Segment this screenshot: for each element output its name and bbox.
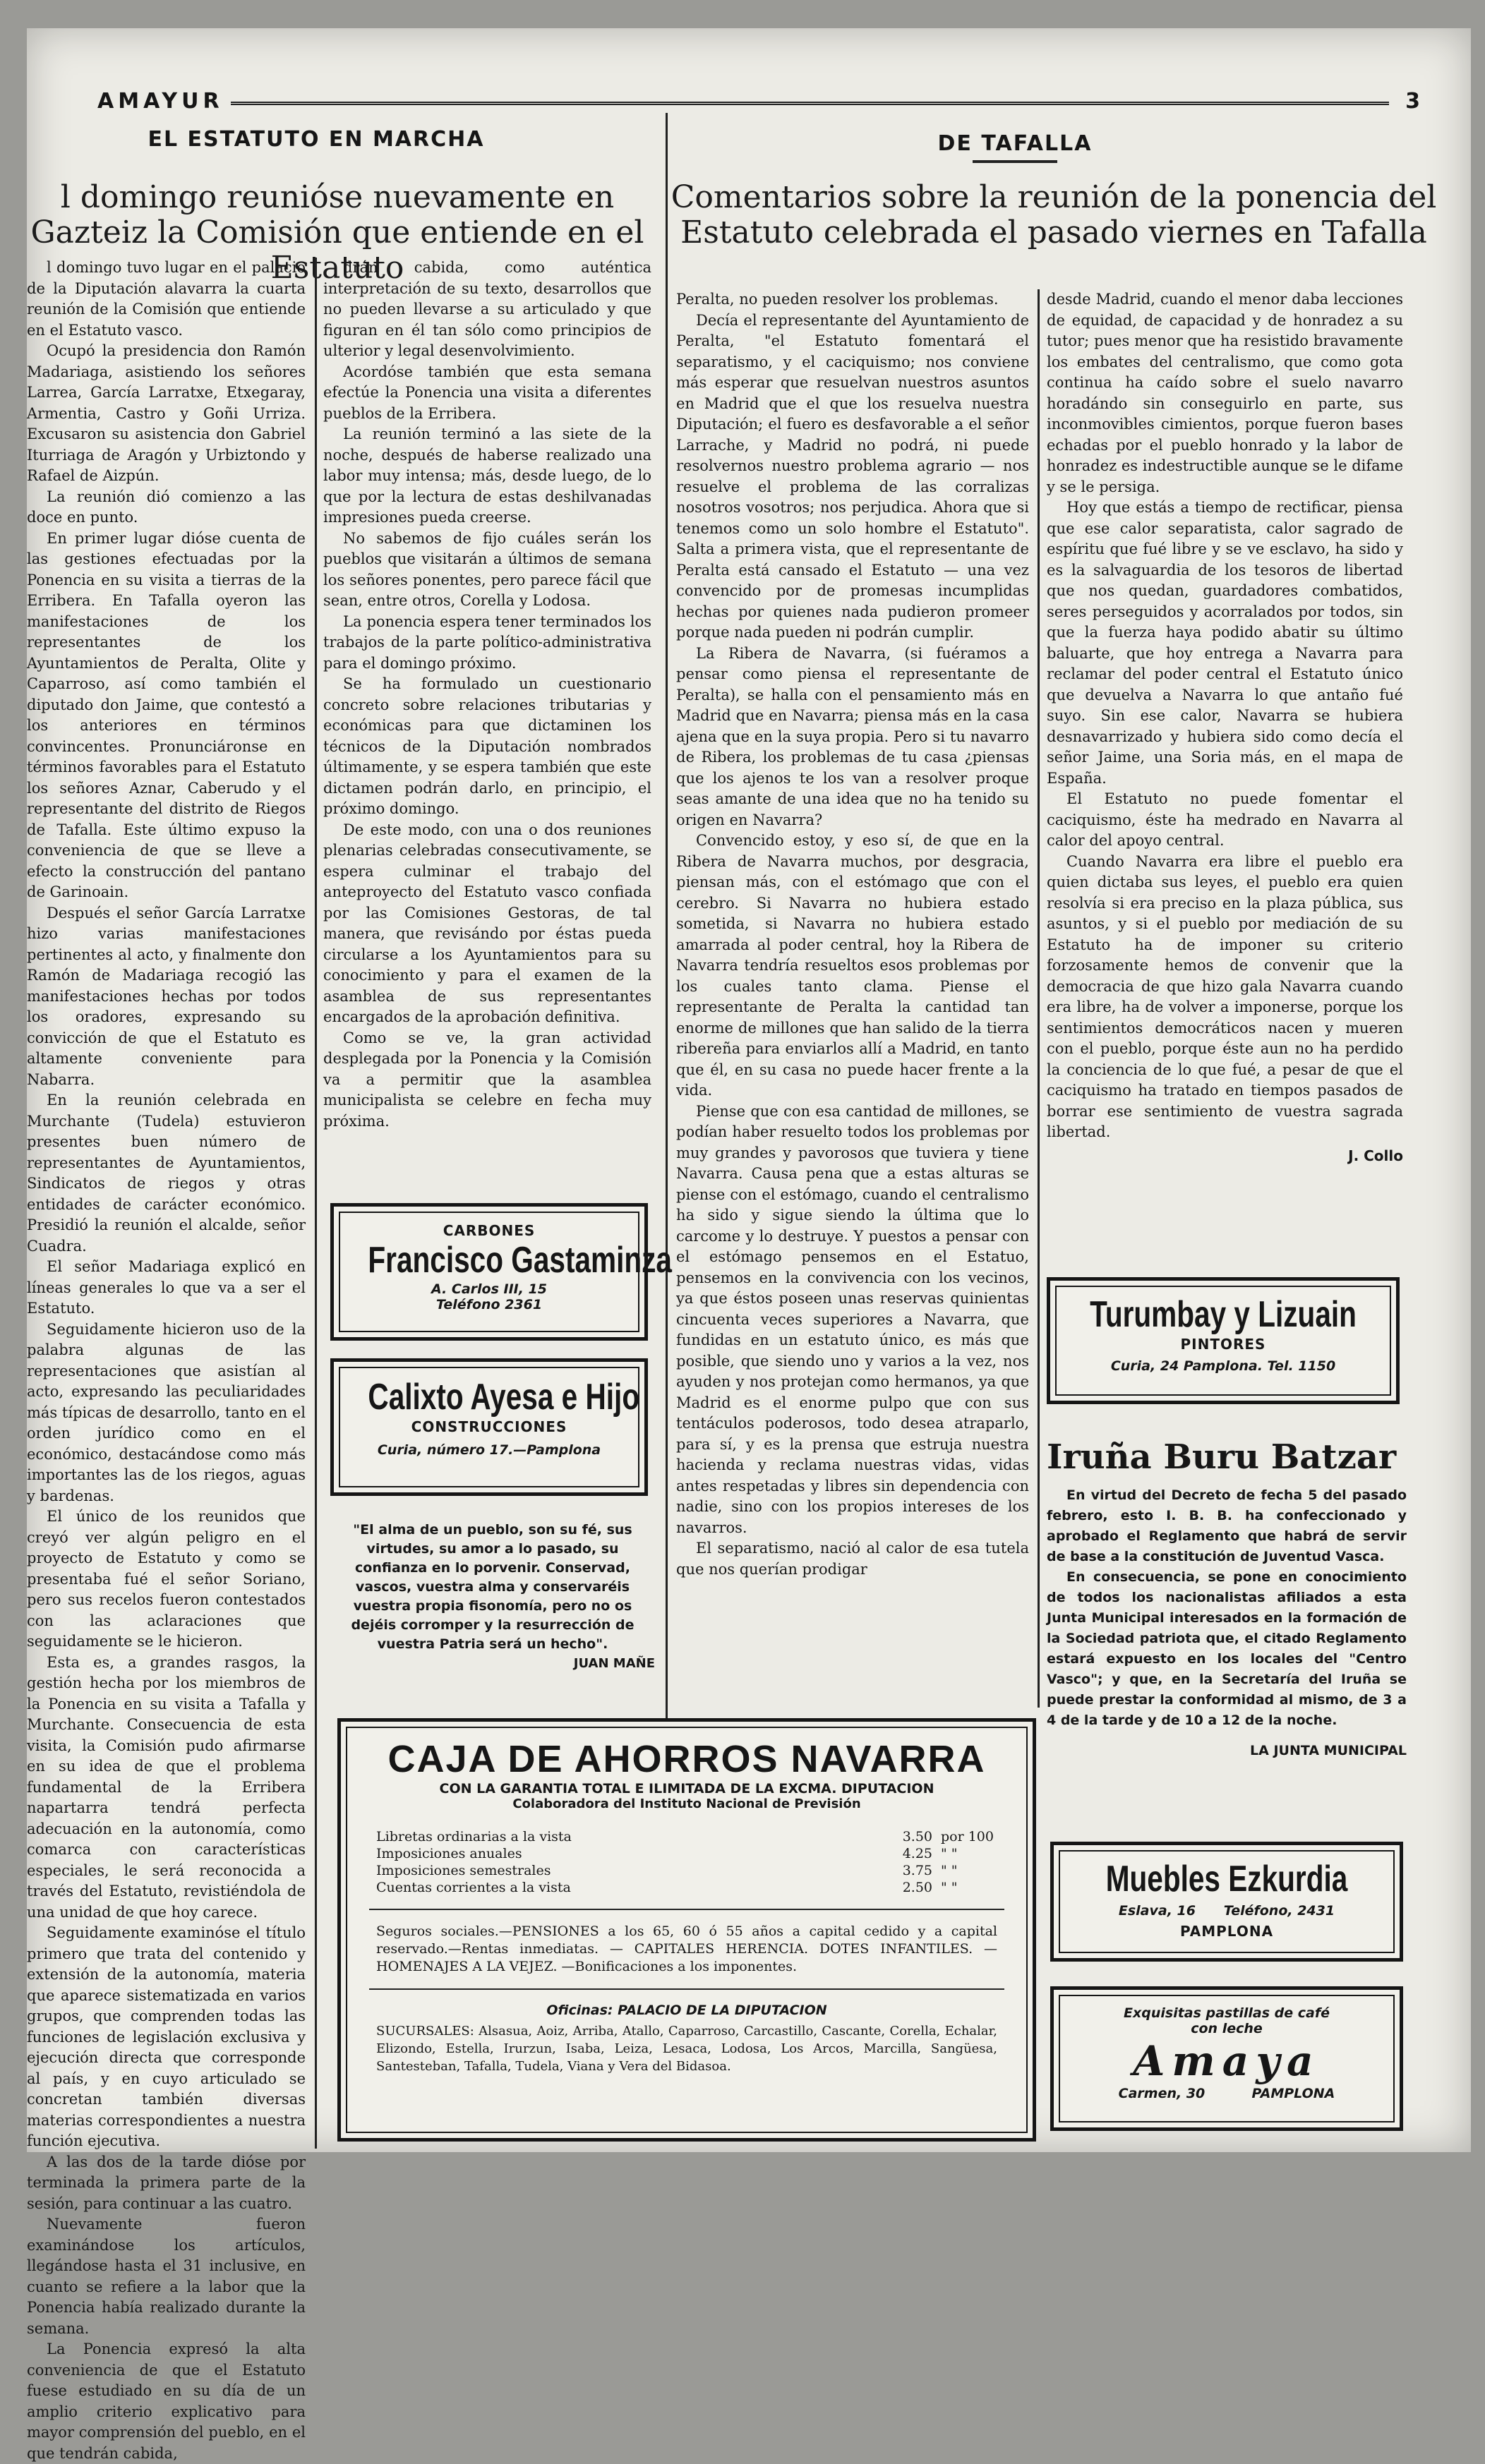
rate-unit: por 100 [941,1829,994,1844]
ad-address: Curia, 24 Pamplona. Tel. 1150 [1110,1358,1336,1374]
caja-title: CAJA DE AHORROS NAVARRA [387,1738,986,1780]
caja-seguros: Seguros sociales.—PENSIONES a los 65, 60 ó 55 años a capital cedido y a capital reservado.—Rentas inmediatas. — CAPITALES HERENCIA. DOTES INFANTILES. — HOMENAJES A LA VEJEZ. —Bonificaciones a los imponentes. [376,1924,997,1974]
caja-sucursales: SUCURSALES: Alsasua, Aoiz, Arriba, Atallo, Caparroso, Carcastillo, Cascante, Corella, Echalar, Elizondo, Estella, Irurzun, Isaba, Leiza, Lesaca, Lodosa, Los Arcos, Marcilla, Sangüesa, Santesteban, Tafalla, Tudela, Viana y Vera del Bidasoa. [376,2024,997,2074]
paragraph: Seguidamente examinóse el título primero que trata del contenido y extensión de la autonomía, materia que aparece sistematizada en varios grupos, que comprenden todas las funciones de legislación exclusiva y ejecución directa que corresponde al país, y en cuyo articulado se concretan también diversas materias correspondientes a nuestra función ejecutiva. [27,1924,306,2149]
ad-muebles [1050,1842,1403,1962]
rate-row [376,1845,997,1862]
paragraph: La ponencia espera tener terminados los trabajos de la parte político-administrativa para el domingo próximo. [323,612,651,672]
paragraph: Hoy que estás a tiempo de rectificar, piensa que ese calor separatista, calor sagrado de espíritu que fué libre y se ve esclavo, ha sido y es la salvaguardia de los tesoros de libertad que nos quedan, guardadores combatidos, seres perseguidos y acorralados por todos, sin que la fuerza haya podido abatir su último baluarte, que hoy entrega a Navarra para reclamar del poder central el Estatuto único que devuelva a Navarra lo que antaño fué suyo. Sin ese calor, Navarra se hubiera desnavarrizado y hubiera sido como decía el señor Jaime, una Soria más, en el mapa de España. [1047,499,1403,787]
right-headline: Comentarios sobre la reunión de la ponencia del Estatuto celebrada el pasado viernes en Tafalla [671,179,1437,250]
ad-kicker: CONSTRUCCIONES [411,1418,567,1435]
paragraph: El señor Madariaga explicó en líneas generales lo que va a ser el Estatuto. [27,1258,306,1317]
paragraph: El Estatuto no puede fomentar el caciquismo, éste ha medrado en Navarra al calor del apoyo central. [1047,790,1403,849]
caja-oficinas: Oficinas: PALACIO DE LA DIPUTACION [546,2003,827,2018]
quote-box [330,1521,655,1673]
paragraph: Peralta, no pueden resolver los problemas. [676,291,999,308]
left-article-col2 [323,258,651,1182]
left-headline: l domingo reunióse nuevamente en Gazteiz la Comisión que entiende en el Estatuto [30,179,644,286]
publication-name: AMAYUR [97,89,231,114]
ad-name: Muebles Ezkurdia [1105,1859,1348,1900]
section-underline [973,160,1057,163]
caja-divider [369,1909,1004,1910]
caja-content [362,1737,1011,2075]
paragraph: Piense que con esa cantidad de millones, se podían haber resuelto todos los problemas por muy grandes y pavorosos que tuviera y tiene Navarra. Causa pena que a estas alturas se piense con el estómago, cuando el centralismo ha sido y sigue siendo la última que lo carcome y lo destruye. Y puestos a pensar con el estómago pensemos en el Estatuo, pensemos en la convivencia con los vecinos, ya que éstos poseen unas reservas quinientas cincuenta veces superiores a Navarra, que fundidas en un estatuto único, es más que posible, que siendo uno y varios a la vez, nos ayuden y nos protejan como hermanos, ya que Madrid es el enorme pulpo que con sus tentáculos poderosos, todo desea atraparlo, para sí, y es la prensa que estruja nuestra hacienda y reclama nuestras vidas, vidas antes respetadas y libres sin dependencia con nadie, sino con los propios intereses de los navarros. [676,1102,1029,1536]
notice-title: Iruña Buru Batzar [1047,1437,1397,1477]
paragraph: No sabemos de fijo cuáles serán los pueblos que visitarán a últimos de semana los señores ponentes, pero parece fácil que sean, entre otros, Corella y Lodosa. [323,529,651,609]
paragraph: El separatismo, nació al calor de esa tutela que nos querían prodigar [676,1540,1029,1578]
column-divider [315,258,317,2149]
caja-divider [369,1988,1004,1990]
paragraph: Acordóse también que esta semana efectúe la Ponencia una visita a diferentes pueblos de la Erribera. [323,363,651,422]
paragraph: Después el señor García Larratxe hizo varias manifestaciones pertinentes al acto, y finalmente don Ramón de Madariaga recogió las manifestaciones hechas por todos los oradores, expresando su convicción de que el Estatuto es altamente conveniente para Nabarra. [27,904,306,1088]
ad-carbones [330,1203,672,1341]
paragraph: En la reunión celebrada en Murchante (Tudela) estuvieron presentes buen número de representantes de Ayuntamientos, Sindicatos de riegos y otras entidades de carácter económico. Presidió la reunión el alcalde, señor Cuadra. [27,1092,306,1255]
rate-row [376,1828,997,1845]
ad-phone: Teléfono 2361 [435,1297,543,1312]
paragraph: Ocupó la presidencia don Ramón Madariaga, asistiendo los señores Larrea, García Larratxe, Etxegaray, Armentia, Castro y Goñi Urriza. Excusaron su asistencia don Gabriel Iturriaga de Aragón y Urbiztondo y Rafael de Aizpún. [27,342,306,484]
head-rule [210,102,1389,105]
ad-address: Carmen, 30 [1118,2086,1206,2101]
notice-paragraph: En consecuencia, se pone en conocimiento de todos los nacionalistas afiliados a esta Junta Municipal interesados en la formación de la Sociedad patriota que, el citado Reglamento estará expuesto en los locales del "Centro Vasco"; y que, en la Secretaría del Iruña se puede prestar la conformidad al mismo, de 3 a 4 de la tarde y de 10 a 12 de la noche. [1047,1569,1407,1728]
paragraph: Cuando Navarra era libre el pueblo era quien dictaba sus leyes, el pueblo era quien resolvía si era preciso en la plaza pública, sus asuntos, y si el pueblo por mediación de su Estatuto ha de imponer su criterio forzosamente hemos de convenir que la democracia de que hizo gala Navarra cuando era libre, ha de volver a imponerse, porque los sentimientos democráticos nacen y mueren con el pueblo, porque éste aun no ha perdido la conciencia de lo que fué, a pesar de que el caciquismo ha tratado en tiempos pasados de borrar ese sentimiento de vuestra sagrada libertad. [1047,852,1403,1140]
paragraph: En primer lugar dióse cuenta de las gestiones efectuadas por la Ponencia en su visita a tierras de la Erribera. En Tafalla oyeron las manifestaciones de los representantes de los Ayuntamientos de Peralta, Olite y Caparroso, así como también el diputado don Jaime, que contestó a los anteriores en términos convincentes. Pronunciáronse en términos favorables para el Estatuto los señores Aznar, Caberudo y el representante del distrito de Riegos de Tafalla. Este último expuso la conveniencia de que se lleve a efecto la construcción del pantano de Garinoain. [27,529,306,900]
ad-turumbay [1047,1277,1400,1404]
rate-unit: " " [941,1880,958,1895]
paragraph: Como se ve, la gran actividad desplegada por la Ponencia y la Comisión va a permitir que la asamblea municipalista se celebre en fecha muy próxima. [323,1029,651,1130]
paragraph: La Ponencia expresó la alta conveniencia de que el Estatuto fuese estudiado en su día de un amplio criterio explicativo para mayor comprensión del pueblo, en el que tendrán cabida, [27,2341,306,2462]
ad-amaya [1050,1986,1403,2131]
caja-rates-table [376,1828,997,1896]
rate-unit: " " [941,1863,958,1878]
ad-kicker: PINTORES [1180,1336,1266,1353]
caja-subtitle: CON LA GARANTIA TOTAL E ILIMITADA DE LA EXCMA. DIPUTACION [439,1781,934,1796]
page-number: 3 [1398,89,1424,114]
column-divider-main [666,113,668,1799]
ad-inner-border [1059,1995,1395,2122]
ad-name: Amaya [1133,2037,1321,2085]
ad-kicker: CARBONES [443,1222,536,1239]
rate-row [376,1879,997,1896]
ad-name: Francisco Gastaminza [368,1240,672,1281]
left-article-col1 [27,258,306,2462]
rate-value: 3.75 [902,1863,932,1878]
rate-label: Cuentas corrientes a la vista [376,1880,571,1895]
ad-phone: Teléfono, 2431 [1223,1903,1335,1919]
paragraph: La reunión dió comienzo a las doce en punto. [27,488,306,526]
ad-address: A. Carlos III, 15 [431,1281,547,1297]
section-left-title: EL ESTATUTO EN MARCHA [148,127,485,152]
ad-address: Curia, número 17.—Pamplona [377,1442,601,1458]
rate-value: 4.25 [902,1846,932,1861]
paragraph: drán cabida, como auténtica interpretación de su texto, desarrollos que no pueden llevarse a su articulado y que figuran en él tan sólo como principios de ulterior y legal desenvolvimiento. [323,259,651,359]
newspaper-page [27,28,1471,2462]
right-article-col3 [676,289,1029,1708]
paragraph: Seguidamente hicieron uso de la palabra algunas de las representaciones que asistían al acto, expresando las peculiaridades más típicas de desarrollo, tanto en el orden jurídico como en el económico, destacándose como más importantes las de los riegos, aguas y bardenas. [27,1320,306,1504]
ad-tagline: Exquisitas pastillas de café [1124,2005,1330,2021]
paragraph: La Ribera de Navarra, (si fuéramos a pensar como piensa el representante de Peralta), se halla con el pensamiento más en Madrid que en Navarra; piensa más en la casa ajena que en la suya propia. Pero si tu navarro de Ribera, los problemas de tu casa ¿piensas que los ajenos te los van a resolver proque seas amante de una idea que no ha tenido su origen en Navarra? [676,644,1029,828]
section-left [119,127,514,152]
rate-label: Imposiciones semestrales [376,1863,551,1878]
rate-label: Libretas ordinarias a la vista [376,1829,572,1844]
paragraph: Esta es, a grandes rasgos, la gestión hecha por los miembros de la Ponencia en su visita a Tafalla y Murchante. Consecuencia de esta visita, la Comisión pudo afirmarse en su idea de que el problema fundamental de la Erribera napartarra tendrá perfecta adecuación en la autonomía, como comarca con características especiales, le será reconocida a través del Estatuto, revistiéndola de una unidad de que hoy carece. [27,1653,306,1921]
rate-value: 3.50 [902,1829,932,1844]
section-right-title: DE TAFALLA [937,131,1093,156]
quote-text: "El alma de un pueblo, son su fé, sus virtudes, su amor a lo pasado, su confianza en lo porvenir. Conservad, vascos, vuestra alma y conservaréis vuestra propia fisonomía, pero no os dejéis corromper y la resurrección de vuestra Patria será un hecho". [351,1522,635,1652]
ad-tagline-2: con leche [1191,2021,1263,2036]
paragraph: A las dos de la tarde dióse por terminada la primera parte de la sesión, para continuar a las cuatro. [27,2153,306,2212]
paragraph: De este modo, con una o dos reuniones plenarias celebradas consecutivamente, se espera culminar el trabajo del anteproyecto del Estatuto vasco confiada por las Comisiones Gestoras, de tal manera, que revisándo por éstas pueda circularse a los Ayuntamientos para su conocimiento y para el examen de la asamblea de sus representantes encargados de la aprobación definitiva. [323,821,651,1025]
quote-author: JUAN MAÑE [573,1656,655,1671]
ad-caja-ahorros [337,1718,1036,2142]
paragraph: El único de los reunidos que creyó ver algún peligro en el proyecto de Estatuto y como se presentaba fué el señor Soriano, pero sus recelos fueron contestados con las aclaraciones que seguidamente se le hicieron. [27,1508,306,1650]
paragraph: desde Madrid, cuando el menor daba lecciones de equidad, de capacidad y de honradez a su tutor; pues menor que ha resistido bravamente los embates del centralismo, que como gota continua ha caído sobre el suelo navarro horadándo sin conseguirlo en parte, sus inconmovibles cimientos, porque fueron bases echadas por el pueblo honrado y la labor de honradez es indestructible aunque se le difame y se le persiga. [1047,291,1403,495]
caja-subtitle-2: Colaboradora del Instituto Nacional de Previsión [512,1796,861,1811]
rate-unit: " " [941,1846,958,1861]
running-head [55,89,1453,117]
notice-signature: LA JUNTA MUNICIPAL [1250,1743,1407,1758]
article-signature: J. Collo [1348,1147,1403,1164]
right-article-col4 [1047,289,1403,1235]
paragraph: La reunión terminó a las siete de la noche, después de haberse realizado una labor muy intensa; más, desde luego, de lo que por la lectura de estas deshilvanadas impresiones pueda creerse. [323,425,651,526]
ad-calixto [330,1358,648,1496]
ad-name: Calixto Ayesa e Hijo [368,1377,640,1418]
notice-iruna-buru-batzar [1047,1436,1407,1761]
rate-row [376,1862,997,1879]
ad-city: PAMPLONA [1251,2086,1335,2101]
notice-paragraph: En virtud del Decreto de fecha 5 del pasado febrero, esto I. B. B. ha confeccionado y aprobado el Reglamento que habrá de servir de base a la constitución de Juventud Vasca. [1047,1487,1407,1564]
paragraph: Convencido estoy, y eso sí, de que en la Ribera de Navarra muchos, por desgracia, piensan más, con el estómago que con el cerebro. Si Navarra no hubiera estado sometida, si Navarra no hubiera estado amarrada al poder central, hoy la Ribera de Navarra tendría resueltos esos problemas por los cuales tanto clama. Piense el representante de Peralta la cantidad tan enorme de millones que han salido de la tierra ribereña para enviarlos allí a Madrid, en tanto que él, en su casa no puede hacer frente a la vida. [676,832,1029,1099]
rate-label: Imposiciones anuales [376,1846,522,1861]
column-divider [1038,289,1040,1708]
rate-value: 2.50 [902,1880,932,1895]
paragraph: Nuevamente fueron examinándose los artículos, llegándose hasta el 31 inclusive, en cuanto se refiere a la labor que la Ponencia había realizado durante la semana. [27,2216,306,2337]
paragraph: Decía el representante del Ayuntamiento de Peralta, "el Estatuto fomentará el separatismo, y el caciquismo; nos conviene más esperar que resuelvan nuestros asuntos en Madrid que el que los resuelva nuestra Diputación; el fuero es desfavorable a el señor Larrache, y Madrid no podrá, ni puede resolvernos nuestro problema agrario — nos resuelve el problema de las corralizas nosotros vosotros; nos perjudica. Ahora que si tenemos como un solo hombre el Estatuto". Salta a primera vista, que el representante de Peralta está cansado el Estatuto — una vez convencido por de promesas incumplidas hechas por quienes nada pudieron promeer porque nada pueden ni podrán cumplir. [676,311,1029,641]
paragraph: l domingo tuvo lugar en el palacio de la Diputación alavarra la cuarta reunión de la Comisión que entiende en el Estatuto vasco. [27,259,306,339]
ad-city: PAMPLONA [1179,1923,1274,1940]
ad-address: Eslava, 16 [1118,1903,1196,1919]
paragraph: Se ha formulado un cuestionario concreto sobre relaciones tributarias y económicas para que dictaminen los técnicos de la Diputación nombrados últimamente, y se espera también que este dictamen podrán darlo, en principio, el próximo domingo. [323,675,651,817]
section-right [860,131,1170,163]
ad-name: Turumbay y Lizuain [1090,1294,1357,1335]
